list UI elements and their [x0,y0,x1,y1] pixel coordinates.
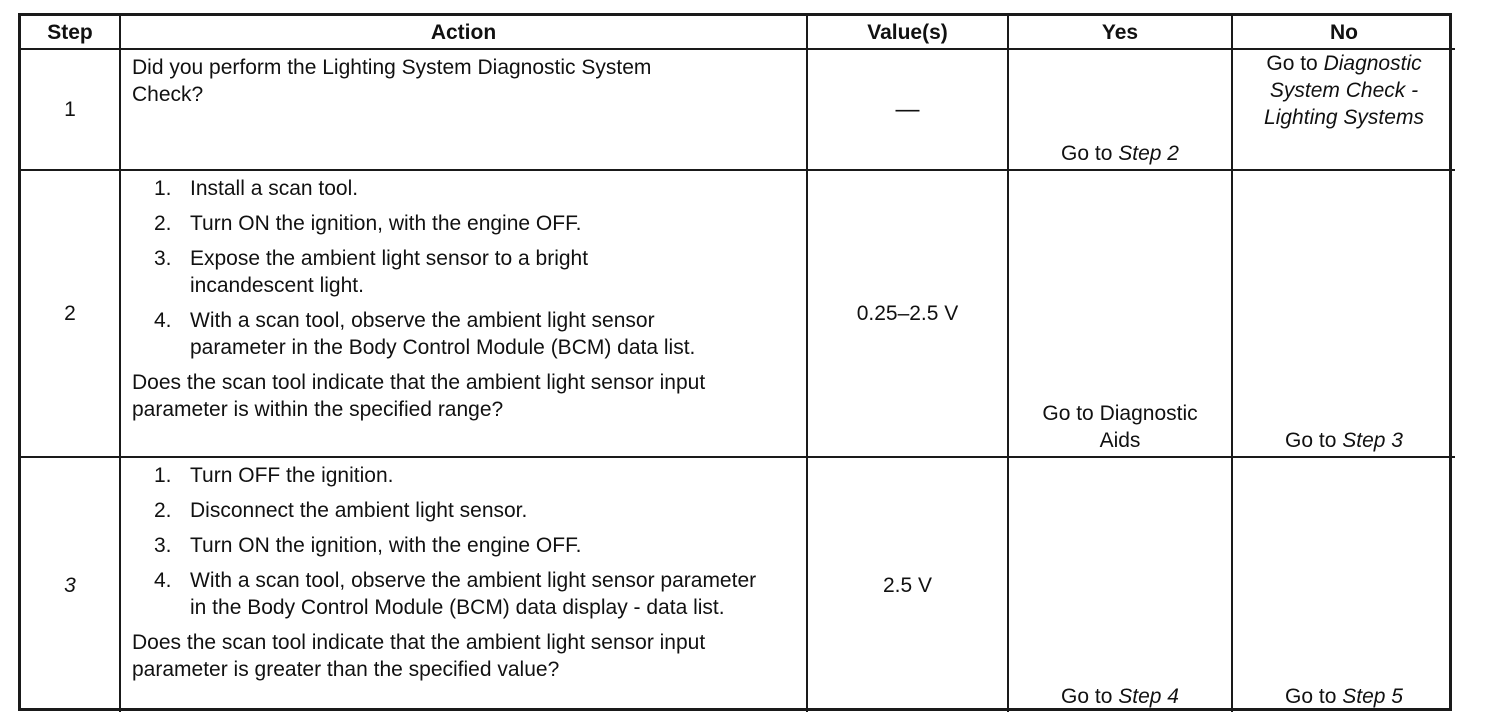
action-question: Did you perform the Lighting System Diagnostic System Check? [132,56,652,106]
yes-diagnostic-aids-link[interactable]: Go to Diagnostic Aids [1042,402,1198,452]
instruction-number: 4. [154,569,172,592]
no-diagnostic-link[interactable]: Diagnostic System Check - Lighting Systems [1264,52,1424,129]
header-values: Value(s) [807,16,1008,49]
instruction-number: 3. [154,534,172,557]
instruction-text: Turn OFF the ignition. [190,464,394,487]
instruction-number: 2. [154,499,172,522]
instruction-number: 1. [154,177,172,200]
header-step: Step [21,16,120,49]
header-no: No [1232,16,1455,49]
action-cell [120,170,807,457]
no-step-link[interactable]: Step 3 [1342,429,1403,452]
instruction-text: Install a scan tool. [190,177,359,200]
value-cell [807,457,1008,712]
yes-step-link[interactable]: Step 4 [1118,685,1179,708]
no-cell [1232,170,1455,457]
instruction-item [132,567,796,621]
table-row [21,49,1455,170]
yes-prefix: Go to [1061,142,1119,165]
yes-cell [1008,170,1232,457]
instruction-item [132,307,796,361]
no-prefix: Go to [1285,429,1343,452]
table-row [21,457,1455,712]
instruction-text: With a scan tool, observe the ambient light sensor parameter in the Body Control Module (BCM) data list. [190,309,696,359]
instruction-number: 3. [154,247,172,270]
header-action: Action [120,16,807,49]
no-cell [1232,49,1455,170]
no-prefix: Go to [1266,52,1324,75]
yes-cell [1008,457,1232,712]
value-cell [807,49,1008,170]
yes-prefix: Go to [1061,685,1119,708]
instruction-text: Turn ON the ignition, with the engine OFF. [190,534,582,557]
instruction-item [132,175,796,202]
diagnostic-table-sheet [18,13,1452,711]
header-yes: Yes [1008,16,1232,49]
instruction-item [132,210,796,237]
instruction-number: 1. [154,464,172,487]
action-question: Does the scan tool indicate that the ambient light sensor input parameter is within the specified range? [132,371,706,421]
no-prefix: Go to [1285,685,1343,708]
value-cell [807,170,1008,457]
action-cell [120,49,807,170]
value-text: — [895,95,920,123]
instruction-text: Disconnect the ambient light sensor. [190,499,528,522]
instruction-number: 2. [154,212,172,235]
value-text: 2.5 V [882,573,933,597]
instruction-item [132,462,796,489]
value-text: 0.25–2.5 V [856,302,959,325]
instruction-list [132,175,796,361]
diagnostic-table [21,16,1455,712]
table-header-row [21,16,1455,49]
instruction-text: With a scan tool, observe the ambient light sensor parameter in the Body Control Module (BCM) data display - data list. [190,569,757,619]
instruction-item [132,245,796,299]
yes-step-link[interactable]: Step 2 [1118,142,1179,165]
step-number: 3 [21,457,120,712]
instruction-list [132,462,796,621]
table-row [21,170,1455,457]
instruction-text: Expose the ambient light sensor to a bright incandescent light. [190,247,589,297]
action-cell [120,457,807,712]
instruction-item [132,532,796,559]
step-number: 2 [21,170,120,457]
step-number: 1 [21,49,120,170]
instruction-text: Turn ON the ignition, with the engine OFF. [190,212,582,235]
instruction-number: 4. [154,309,172,332]
no-cell [1232,457,1455,712]
instruction-item [132,497,796,524]
action-question: Does the scan tool indicate that the ambient light sensor input parameter is greater than the specified value? [132,631,706,681]
no-step-link[interactable]: Step 5 [1342,685,1403,708]
yes-cell [1008,49,1232,170]
